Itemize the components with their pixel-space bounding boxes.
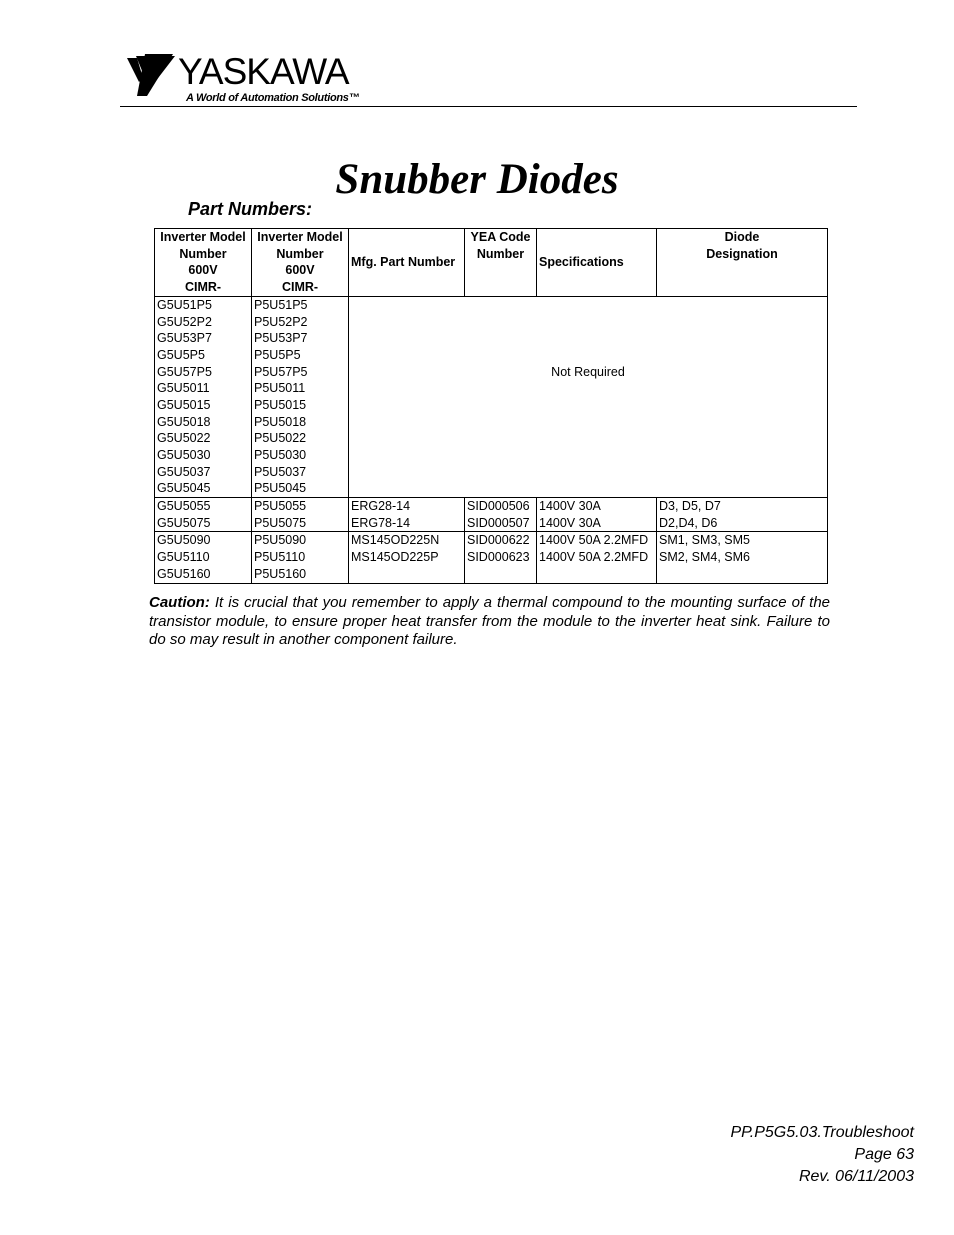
logo-tagline: A World of Automation Solutions™	[186, 92, 360, 104]
caution-text: It is crucial that you remember to apply a thermal compound to the mounting surface of the transistor module, to ensure proper heat transfer from the module to the inverter heat sink. Failure to do so may result in another component failure.	[149, 594, 830, 649]
caution-label: Caution:	[149, 594, 210, 611]
col-header-inverter-600v: Inverter Model Number 600V CIMR-	[155, 229, 252, 297]
table-header-row	[155, 229, 828, 297]
table-group-not-required	[155, 296, 828, 497]
g5-models-cell: G5U51P5 G5U52P2 G5U53P7 G5U5P5 G5U57P5 G5U5011 G5U5015 G5U5018 G5U5022 G5U5030 G5U5037 G5U5045	[155, 296, 252, 497]
footer-page-number: Page 63	[854, 1146, 914, 1163]
header-divider	[120, 106, 857, 107]
col-header-inverter-p5: Inverter Model Number 600V CIMR-	[252, 229, 349, 297]
table-row: G5U5055 G5U5075 P5U5055 P5U5075 ERG28-14 ERG78-14 SID000506 SID000507 1400V 30A 1400V 30A D3, D5, D7 D2,D4, D6	[155, 498, 828, 532]
caution-paragraph	[149, 594, 830, 650]
table-row	[155, 296, 828, 497]
footer-revision: Rev. 06/11/2003	[798, 1168, 914, 1185]
col-header-specifications: Specifications	[537, 229, 657, 297]
table-group-erg	[155, 498, 828, 532]
col-header-yea-code: YEA Code Number	[465, 229, 537, 297]
page-title: Snubber Diodes	[335, 156, 619, 203]
section-subtitle: Part Numbers:	[188, 199, 313, 219]
footer-doc-id: PP.P5G5.03.Troubleshoot	[730, 1124, 914, 1141]
logo-wordmark: YASKAWA	[178, 51, 349, 92]
col-header-diode-designation: Diode Designation	[657, 229, 828, 297]
page-footer	[730, 1122, 914, 1188]
p5-models-cell: P5U51P5 P5U52P2 P5U53P7 P5U5P5 P5U57P5 P5U5011 P5U5015 P5U5018 P5U5022 P5U5030 P5U5037 P5U5045	[252, 296, 349, 497]
not-required-note: Not Required	[349, 296, 828, 497]
yaskawa-mark-icon	[125, 52, 177, 100]
table-group-ms145	[155, 532, 828, 583]
yaskawa-logo	[125, 52, 375, 108]
snubber-diode-table	[154, 228, 828, 584]
table-row: G5U5090 G5U5110 G5U5160 P5U5090 P5U5110 P5U5160 MS145OD225N MS145OD225P SID000622 SID000623 1400V 50A 2.2MFD 1400V 50A 2.2MFD SM1, SM3, SM5 SM2, SM4, SM6	[155, 532, 828, 583]
col-header-mfg-part-number: Mfg. Part Number	[349, 229, 465, 297]
